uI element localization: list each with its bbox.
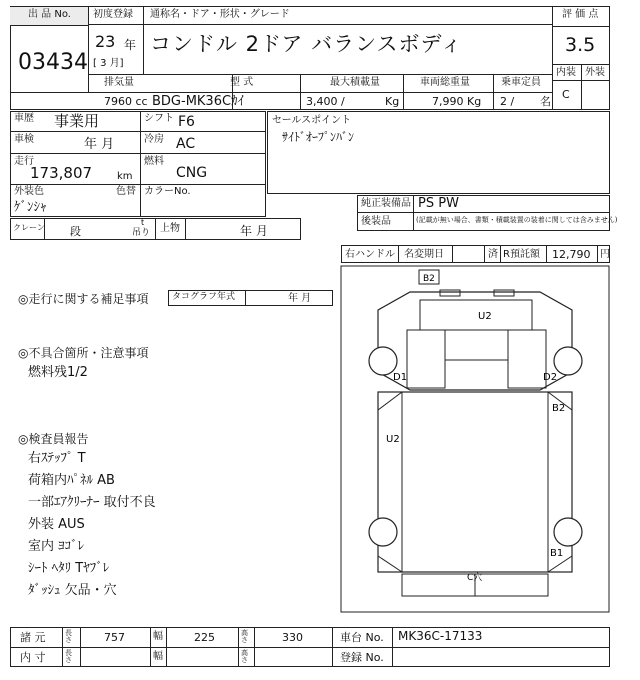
color-number-label: カラーNo. <box>144 186 191 197</box>
displacement-value: 7960 cc <box>104 95 148 108</box>
diagram-mark: D1 <box>393 372 408 383</box>
width-value: 225 <box>194 631 215 644</box>
internal-dimensions-label: 内 寸 <box>20 651 46 664</box>
crane-stage: 段 <box>70 225 81 238</box>
diagram-mark: B2 <box>552 403 566 414</box>
recycle-deposit-label: R預託額 <box>503 249 540 260</box>
diagram-mark: C穴 <box>467 573 483 583</box>
chassis-value: MK36C-17133 <box>398 629 483 643</box>
shift-value: F6 <box>178 114 195 130</box>
tachograph-label: タコグラフ年式 <box>172 292 236 302</box>
mileage-label: 走行 <box>14 156 34 167</box>
capacity-value: 2 / <box>500 95 515 108</box>
score-label: 評 価 点 <box>562 9 599 20</box>
inspection-value: 年 月 <box>84 137 115 152</box>
first-registration-year: 23 <box>95 32 116 51</box>
first-registration-label: 初度登録 <box>93 9 133 20</box>
score-value: 3.5 <box>565 34 596 56</box>
fuel-value: CNG <box>176 165 208 181</box>
lift-label: 上物 <box>160 223 180 234</box>
aftermarket-label: 後装品 <box>361 216 391 227</box>
diagram-mark: U2 <box>478 311 492 322</box>
recycle-deposit-unit: 円 <box>600 249 610 260</box>
internal-height-label: 高さ <box>241 649 248 665</box>
shift-label: シフト <box>144 113 174 124</box>
max-load-label: 最大積載量 <box>330 77 380 88</box>
capacity-label: 乗車定員 <box>501 77 541 88</box>
lot-number: 03434 <box>18 50 88 75</box>
mileage-value: 173,807 <box>30 164 93 182</box>
fuel-label: 燃料 <box>144 156 164 167</box>
interior-label: 内装 <box>556 67 576 78</box>
color-change-label: 色替 <box>116 186 136 197</box>
inspector-report-heading: ◎検査員報告 <box>18 432 89 446</box>
recycle-paid-mark: 済 <box>488 249 498 260</box>
exterior-color-label: 外装色 <box>14 186 44 197</box>
inspector-item: 荷箱内ﾊﾟﾈﾙ AB <box>28 473 115 488</box>
lift-date: 年 月 <box>240 224 268 238</box>
right-hand-drive: 右ハンドル <box>345 249 395 260</box>
inspector-item: 右ｽﾃｯﾌﾟ T <box>28 451 86 466</box>
diagram-mark: U2 <box>386 434 400 445</box>
interior-grade: C <box>562 88 570 101</box>
genuine-equipment-value: PS PW <box>418 196 459 211</box>
crane-hang-label: 吊り <box>132 228 151 238</box>
length-label: 長さ <box>65 629 72 645</box>
dimensions-label: 諸 元 <box>20 631 46 644</box>
model-code-value: BDG-MK36Cｶｲ <box>152 94 245 109</box>
model-code-label: 型 式 <box>230 77 254 88</box>
height-value: 330 <box>282 631 303 644</box>
inspector-item: 外装 AUS <box>28 517 85 532</box>
exterior-color-value: ｹﾞﾝｼｬ <box>14 200 47 215</box>
internal-width-label: 幅 <box>153 651 163 662</box>
height-label: 高さ <box>241 629 248 645</box>
model-title: コンドル 2ドア バランスボディ <box>150 32 463 56</box>
sales-point-text: ｻｲﾄﾞｵｰﾌﾟﾝﾊﾞﾝ <box>282 130 355 144</box>
inspection-label: 車検 <box>14 134 34 145</box>
year-unit: 年 <box>124 38 137 52</box>
history-label: 車歴 <box>14 113 34 124</box>
sales-point-label: セールスポイント <box>272 115 352 126</box>
defects-heading: ◎不具合箇所・注意事項 <box>18 346 149 360</box>
gross-weight-label: 車両総重量 <box>420 77 470 88</box>
diagram-mark: B2 <box>423 274 435 284</box>
exterior-label: 外装 <box>585 67 605 78</box>
name-change-label: 名変期日 <box>404 249 444 260</box>
diagram-mark: B1 <box>550 548 564 559</box>
max-load-value: 3,400 / <box>306 95 345 108</box>
first-registration-month: [ 3 月] <box>93 58 124 69</box>
model-title-label: 通称名・ドア・形状・グレード <box>150 9 290 20</box>
tachograph-value: 年 月 <box>288 293 312 304</box>
history-value: 事業用 <box>54 112 100 130</box>
mileage-unit: km <box>117 171 133 182</box>
ac-label: 冷房 <box>144 134 164 145</box>
crane-label: クレーン <box>13 223 45 232</box>
internal-length-label: 長さ <box>65 649 72 665</box>
inspector-item: 一部ｴｱｸﾘｰﾅｰ 取付不良 <box>28 495 156 510</box>
width-label: 幅 <box>153 631 163 642</box>
registration-label: 登録 No. <box>340 651 384 664</box>
genuine-equipment-label: 純正装備品 <box>361 198 411 209</box>
capacity-unit: 名 <box>540 95 551 108</box>
length-value: 757 <box>104 631 125 644</box>
driving-notes-heading: ◎走行に関する補足事項 <box>18 292 149 306</box>
defect-item: 燃料残1/2 <box>28 365 88 380</box>
inspector-item: 室内 ﾖｺﾞﾚ <box>28 539 85 554</box>
aftermarket-note: (記載が無い場合、書類・積載装置の装着に関しては含みません) <box>416 216 618 224</box>
diagram-mark: D2 <box>543 372 558 383</box>
inspector-item: ﾀﾞｯｼｭ 欠品・穴 <box>28 583 117 598</box>
chassis-label: 車台 No. <box>340 631 384 644</box>
truck-damage-diagram <box>340 264 610 614</box>
crane-ton-mark: t <box>141 218 145 227</box>
inspector-item: ｼｰﾄ ﾍﾀﾘ Tﾔﾌﾞﾚ <box>28 561 110 576</box>
max-load-unit: Kg <box>385 95 400 108</box>
recycle-deposit-amount: 12,790 <box>552 248 591 261</box>
lot-no-label: 出 品 No. <box>28 9 71 20</box>
displacement-label: 排気量 <box>104 77 134 88</box>
gross-weight-value: 7,990 Kg <box>432 95 482 108</box>
ac-value: AC <box>176 136 196 152</box>
